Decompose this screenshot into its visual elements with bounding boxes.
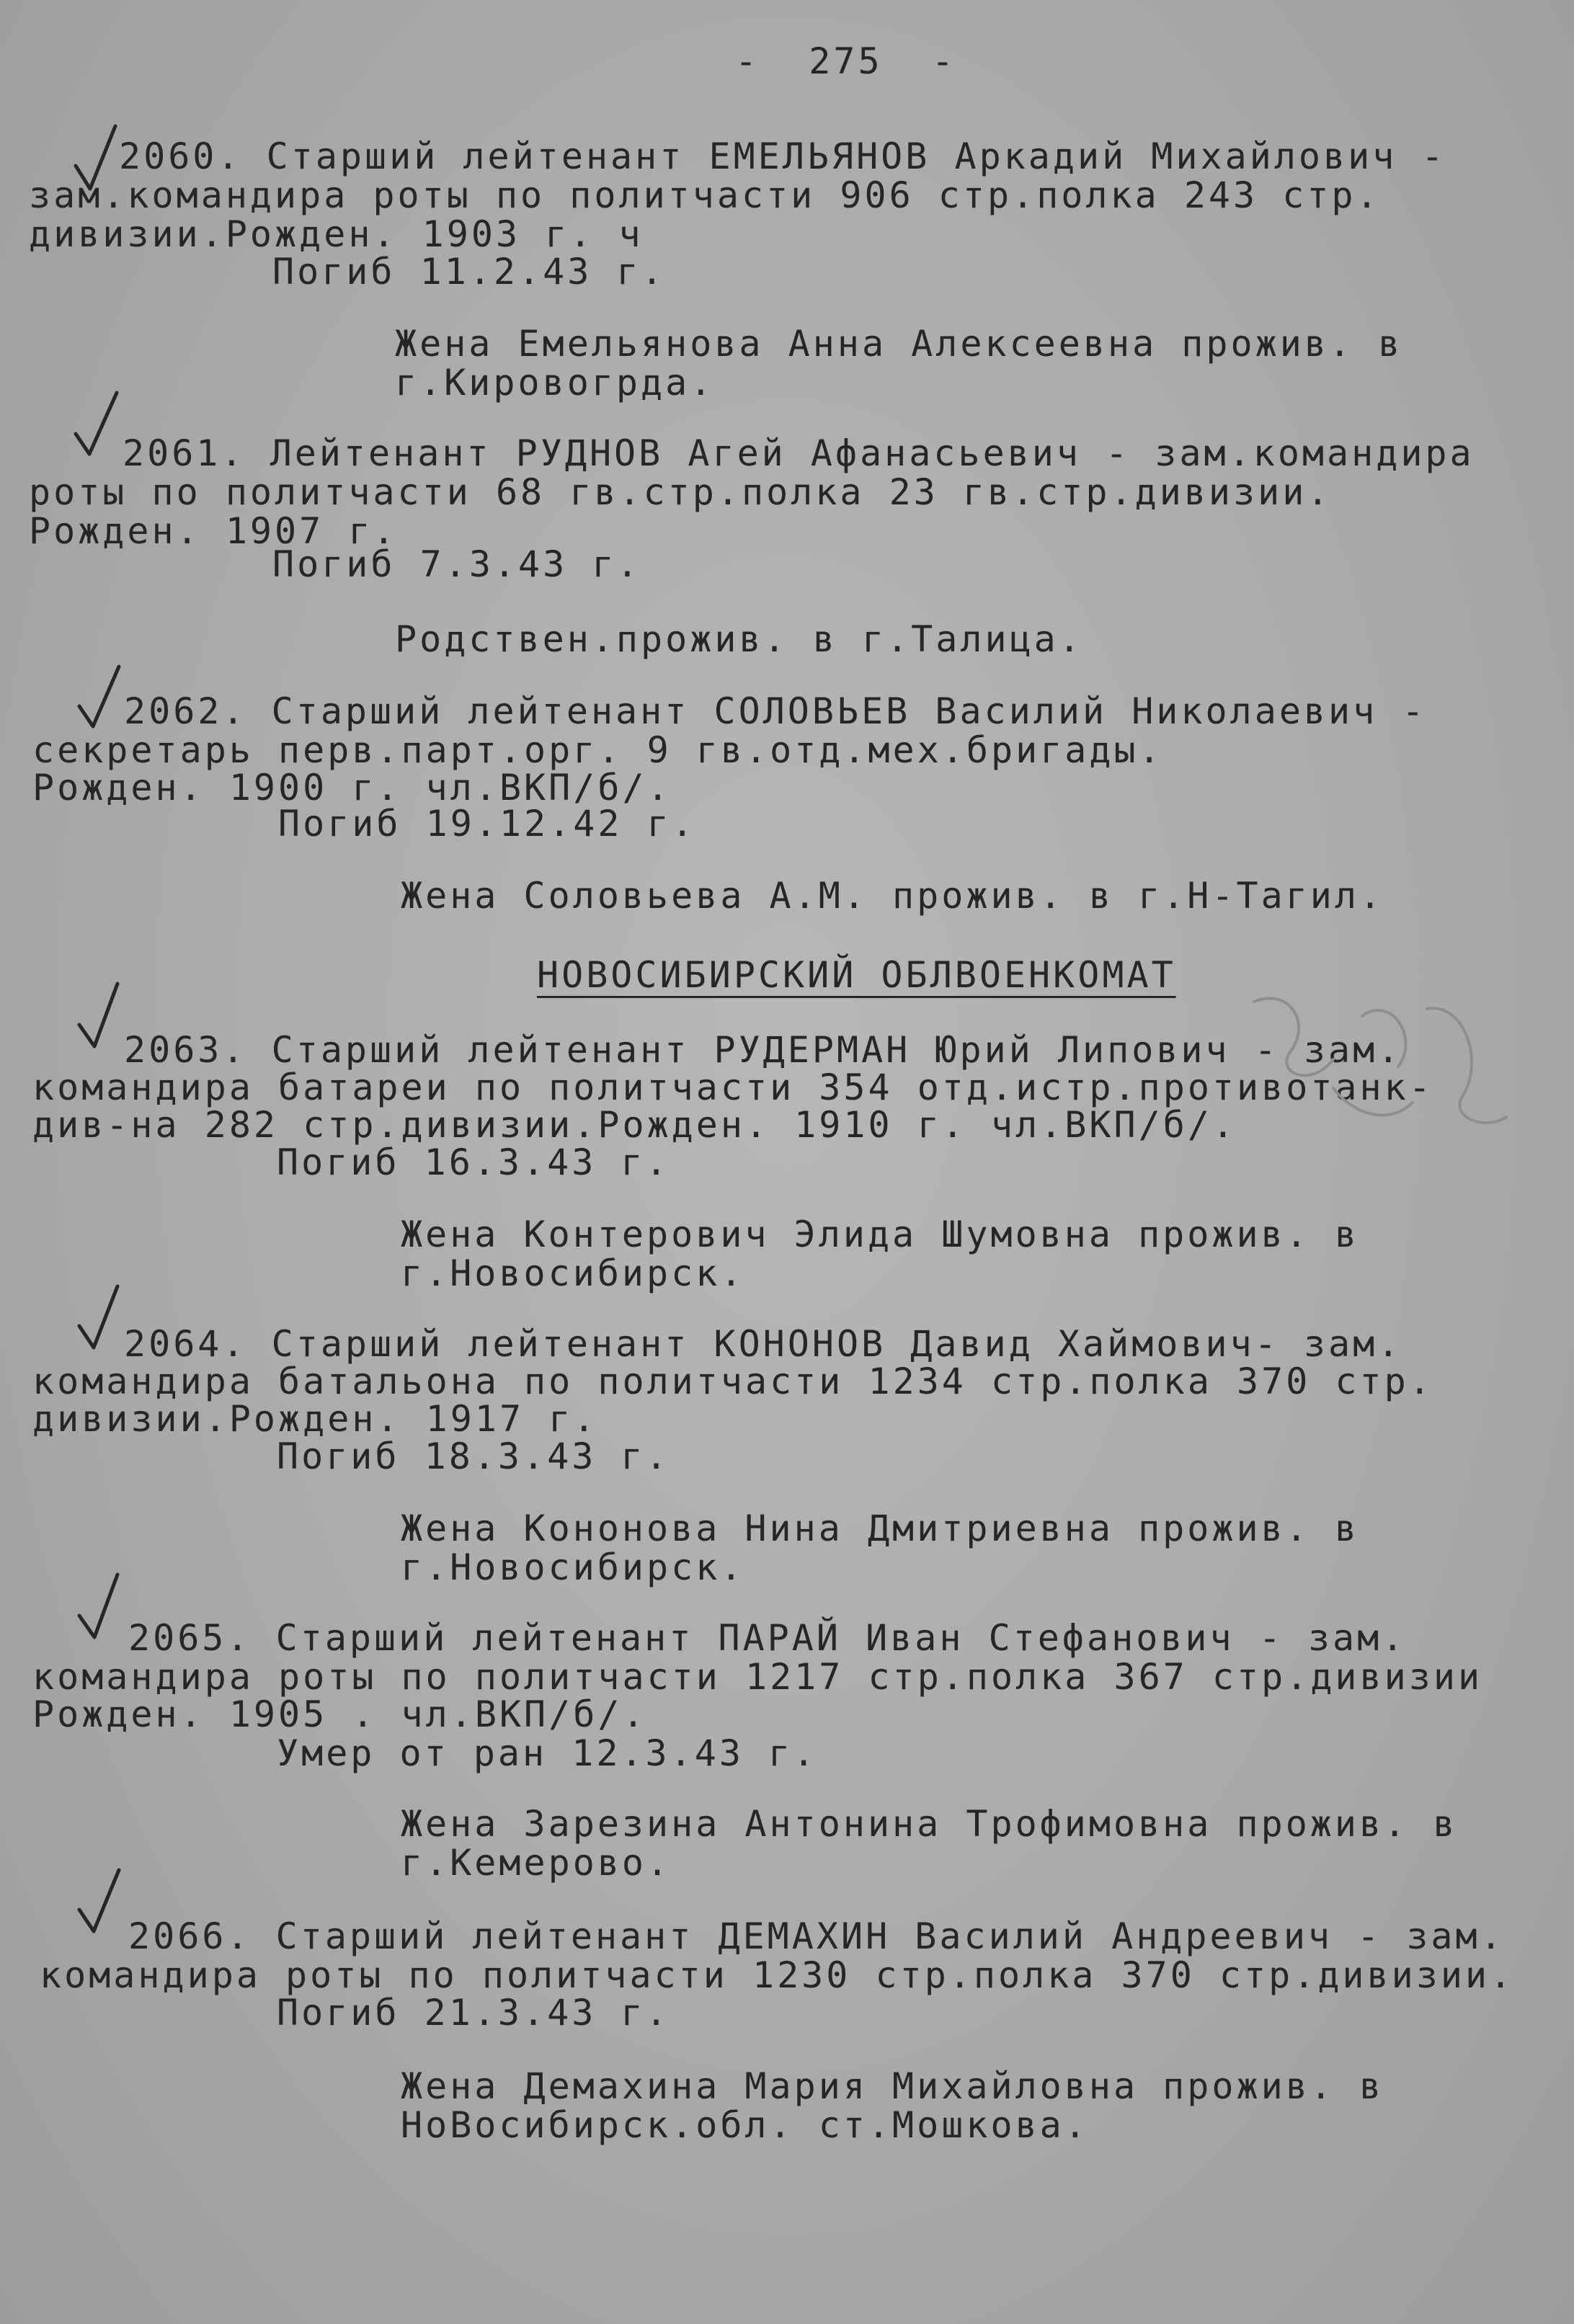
- entry-2062-line-3: Рожден. 1900 г. чл.ВКП/б/.: [32, 767, 672, 809]
- entry-2066-line-2: командира роты по политчасти 1230 стр.полка 370 стр.дивизии.: [40, 1954, 1515, 1996]
- entry-2063-line-2: командира батареи по политчасти 354 отд.истр.противотанк-: [32, 1067, 1433, 1108]
- entry-2066-line-1: 2066. Старший лейтенант ДЕМАХИН Василий Андреевич - зам.: [128, 1915, 1505, 1957]
- entry-2064-line-1: 2064. Старший лейтенант КОНОНОВ Давид Хаймович- зам.: [124, 1323, 1402, 1365]
- entry-2061-fate: Погиб 7.3.43 г.: [272, 543, 641, 585]
- entry-2065-line-1: 2065. Старший лейтенант ПАРАЙ Иван Стефанович - зам.: [128, 1617, 1407, 1659]
- entry-2061-line-3: Рожден. 1907 г.: [29, 510, 398, 552]
- entry-2062-line-2: секретарь перв.парт.орг. 9 гв.отд.мех.бригады.: [32, 729, 1163, 771]
- entry-2060-relative-1: Жена Емельянова Анна Алексеевна прожив. в: [395, 323, 1403, 365]
- entry-2065-line-2: командира роты по политчасти 1217 стр.полка 367 стр.дивизии: [32, 1656, 1483, 1698]
- entry-2064-fate: Погиб 18.3.43 г.: [277, 1435, 670, 1477]
- entry-2062-relative-1: Жена Соловьева А.М. прожив. в г.Н-Тагил.: [401, 875, 1384, 917]
- entry-2066-fate: Погиб 21.3.43 г.: [277, 1992, 670, 2034]
- section-heading: НОВОСИБИРСКИЙ ОБЛВОЕНКОМАТ: [537, 954, 1176, 996]
- entry-2064-relative-2: г.Новосибирск.: [401, 1546, 745, 1588]
- page-number: - 275 -: [735, 40, 956, 82]
- entry-2065-fate: Умер от ран 12.3.43 г.: [277, 1732, 818, 1774]
- entry-2061-line-2: роты по политчасти 68 гв.стр.полка 23 гв.стр.дивизии.: [29, 471, 1332, 513]
- checkmark-icon: [72, 389, 123, 461]
- entry-2066-relative-1: Жена Демахина Мария Михайловна прожив. в: [401, 2065, 1384, 2107]
- entry-2065-relative-2: г.Кемерово.: [401, 1842, 672, 1884]
- pencil-scribble: [1247, 973, 1521, 1153]
- entry-2063-line-1: 2063. Старший лейтенант РУДЕРМАН Юрий Липович - зам.: [124, 1029, 1402, 1071]
- entry-2060-line-1: 2060. Старший лейтенант ЕМЕЛЬЯНОВ Аркадий Михайлович -: [119, 135, 1446, 177]
- checkmark-icon: [76, 663, 126, 735]
- entry-2064-relative-1: Жена Кононова Нина Дмитриевна прожив. в: [401, 1508, 1359, 1549]
- entry-2064-line-2: командира батальона по политчасти 1234 стр.полка 370 стр.: [32, 1361, 1433, 1402]
- entry-2063-fate: Погиб 16.3.43 г.: [277, 1141, 670, 1183]
- entry-2061-relative-1: Родствен.прожив. в г.Талица.: [395, 618, 1083, 660]
- entry-2062-fate: Погиб 19.12.42 г.: [278, 803, 696, 845]
- entry-2060-fate: Погиб 11.2.43 г.: [272, 251, 666, 293]
- entry-2065-line-3: Рожден. 1905 . чл.ВКП/б/.: [32, 1693, 647, 1735]
- entry-2066-relative-2: НоВосибирск.обл. ст.Мошкова.: [401, 2104, 1089, 2146]
- entry-2063-relative-2: г.Новосибирск.: [401, 1252, 745, 1294]
- entry-2062-line-1: 2062. Старший лейтенант СОЛОВЬЕВ Василий Николаевич -: [124, 690, 1427, 732]
- entry-2060-line-2: зам.командира роты по политчасти 906 стр.полка 243 стр.: [29, 174, 1381, 216]
- entry-2065-relative-1: Жена Зарезина Антонина Трофимовна прожив. в: [401, 1803, 1458, 1845]
- entry-2060-line-3: дивизии.Рожден. 1903 г. ч: [29, 213, 644, 255]
- entry-2060-relative-2: г.Кировогрда.: [395, 362, 715, 404]
- entry-2063-line-3: див-на 282 стр.дивизии.Рожден. 1910 г. чл.ВКП/б/.: [32, 1104, 1237, 1146]
- entry-2063-relative-1: Жена Контерович Элида Шумовна прожив. в: [401, 1214, 1359, 1255]
- checkmark-icon: [76, 980, 126, 1052]
- checkmark-icon: [76, 1866, 126, 1938]
- checkmark-icon: [76, 1283, 126, 1355]
- entry-2064-line-3: дивизии.Рожден. 1917 г.: [32, 1398, 598, 1440]
- checkmark-icon: [76, 1571, 126, 1643]
- entry-2061-line-1: 2061. Лейтенант РУДНОВ Агей Афанасьевич - зам.командира: [123, 432, 1475, 474]
